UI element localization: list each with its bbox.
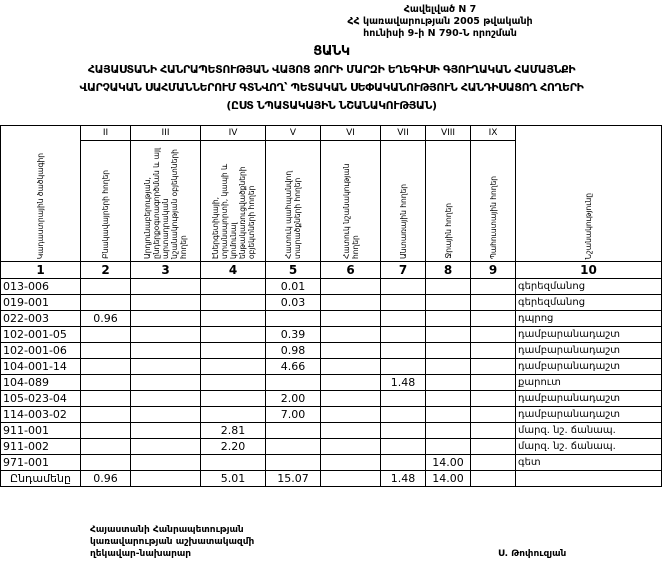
area-cell: 0.98 — [266, 343, 321, 359]
area-cell — [81, 455, 131, 471]
area-cell — [426, 359, 471, 375]
area-cell — [81, 295, 131, 311]
column-number: 10 — [516, 262, 662, 279]
area-cell — [321, 391, 381, 407]
table-row — [1, 295, 662, 311]
area-cell — [266, 375, 321, 391]
area-cell — [426, 391, 471, 407]
area-cell: 0.01 — [266, 279, 321, 295]
area-cell: 4.66 — [266, 359, 321, 375]
area-cell — [381, 455, 426, 471]
area-cell — [131, 343, 201, 359]
purpose-cell: դամբարանադաշտ — [516, 343, 662, 359]
area-cell — [471, 311, 516, 327]
area-cell: 1.48 — [381, 375, 426, 391]
cadastral-code: 019-001 — [1, 295, 81, 311]
purpose-cell: դամբարանադաշտ — [516, 391, 662, 407]
column-header-label: Նշանակությունը — [584, 192, 593, 259]
cadastral-code: 114-003-02 — [1, 407, 81, 423]
area-cell — [381, 407, 426, 423]
area-cell: 2.00 — [266, 391, 321, 407]
column-number-row — [1, 262, 662, 279]
area-cell — [426, 423, 471, 439]
area-cell — [426, 327, 471, 343]
column-number: 1 — [1, 262, 81, 279]
area-cell — [471, 327, 516, 343]
cadastral-code: 102-001-05 — [1, 327, 81, 343]
purpose-cell: դամբարանադաշտ — [516, 407, 662, 423]
area-cell — [471, 279, 516, 295]
total-cell: 14.00 — [426, 471, 471, 487]
area-cell — [266, 311, 321, 327]
area-cell — [201, 391, 266, 407]
cadastral-code: 105-023-04 — [1, 391, 81, 407]
purpose-cell: դամբարանադաշտ — [516, 327, 662, 343]
area-cell — [381, 359, 426, 375]
area-cell — [471, 391, 516, 407]
column-header-label: Անտառային հողեր — [398, 184, 408, 259]
area-cell — [131, 359, 201, 375]
area-cell — [321, 455, 381, 471]
area-cell: 14.00 — [426, 455, 471, 471]
table-row — [1, 439, 662, 455]
column-number: 6 — [321, 262, 381, 279]
total-cell: 15.07 — [266, 471, 321, 487]
area-cell — [81, 423, 131, 439]
area-cell — [131, 455, 201, 471]
table-row — [1, 327, 662, 343]
area-cell — [131, 311, 201, 327]
column-header — [1, 126, 81, 262]
purpose-cell: գերեզմանոց — [516, 279, 662, 295]
area-cell — [201, 375, 266, 391]
area-cell — [471, 439, 516, 455]
area-cell — [426, 407, 471, 423]
column-header — [266, 141, 321, 262]
total-cell — [321, 471, 381, 487]
column-header — [426, 141, 471, 262]
table-row — [1, 423, 662, 439]
area-cell — [381, 327, 426, 343]
area-cell: 0.03 — [266, 295, 321, 311]
title-line: (ԸՍՏ ՆՊԱՏԱԿԱՅԻՆ ՆՇԱՆԱԿՈՒԹՅԱՆ) — [226, 99, 437, 112]
area-cell — [131, 279, 201, 295]
area-cell — [201, 327, 266, 343]
area-cell — [471, 407, 516, 423]
area-cell — [381, 311, 426, 327]
purpose-cell: դպրոց — [516, 311, 662, 327]
purpose-cell: քարուտ — [516, 375, 662, 391]
area-cell — [426, 295, 471, 311]
area-cell — [321, 327, 381, 343]
column-header — [471, 141, 516, 262]
area-cell — [381, 423, 426, 439]
table-row — [1, 359, 662, 375]
column-header — [321, 141, 381, 262]
column-roman-numeral: V — [266, 126, 321, 141]
area-cell — [201, 407, 266, 423]
title-line: ՀԱՅԱՍՏԱՆԻ ՀԱՆՐԱՊԵՏՈՒԹՅԱՆ ՎԱՅՈՑ ՁՈՐԻ ՄԱՐԶԻ ԵՂԵԳԻՍԻ ԳՅՈՒՂԱԿԱՆ ՀԱՄԱՅՆՔԻ — [87, 63, 576, 76]
area-cell — [321, 423, 381, 439]
cadastral-code: 971-001 — [1, 455, 81, 471]
land-table — [0, 125, 662, 487]
area-cell — [81, 391, 131, 407]
cadastral-code: 104-001-14 — [1, 359, 81, 375]
area-cell — [321, 295, 381, 311]
area-cell — [426, 311, 471, 327]
purpose-cell: գետ — [516, 455, 662, 471]
signature-block — [90, 524, 254, 560]
signer-name: Ս. Թոփուզյան — [498, 549, 567, 559]
column-number: 7 — [381, 262, 426, 279]
area-cell — [201, 343, 266, 359]
area-cell — [426, 439, 471, 455]
area-cell — [266, 423, 321, 439]
column-header — [81, 141, 131, 262]
area-cell: 2.20 — [201, 439, 266, 455]
purpose-cell: մարզ. նշ. ճանապ. — [516, 423, 662, 439]
area-cell — [426, 279, 471, 295]
area-cell — [81, 439, 131, 455]
annex-line: հունիսի 9-ի N 790-Ն որոշման — [363, 28, 517, 39]
column-header-label: Կադաստրային ծածկագիր — [36, 152, 45, 259]
area-cell — [131, 295, 201, 311]
area-cell — [381, 439, 426, 455]
area-cell — [81, 375, 131, 391]
table-row — [1, 391, 662, 407]
area-cell: 2.81 — [201, 423, 266, 439]
column-number: 4 — [201, 262, 266, 279]
title-line: ՎԱՐՉԱԿԱՆ ՍԱՀՄԱՆՆԵՐՈՒՄ ԳՏՆՎՈՂ՝ ՊԵՏԱԿԱՆ ՍԵՓԱԿԱՆՈՒԹՅՈՒՆ ՀԱՆԴԻՍԱՑՈՂ ՀՈՂԵՐԻ — [79, 81, 584, 94]
signature-title: ղեկավար-նախարար — [90, 549, 192, 559]
column-header — [381, 141, 426, 262]
cadastral-code: 013-006 — [1, 279, 81, 295]
column-roman-numeral: VII — [381, 126, 426, 141]
area-cell — [381, 279, 426, 295]
area-cell — [81, 327, 131, 343]
cadastral-code: 102-001-06 — [1, 343, 81, 359]
purpose-cell: գերեզմանոց — [516, 295, 662, 311]
document-title — [0, 43, 663, 115]
column-header-label: Պահուստային հողեր — [488, 175, 498, 259]
cadastral-code: 104-089 — [1, 375, 81, 391]
column-header-label: Արդյունաբերության, ընդերքօգտագործման և այլ արտադրական նշանակության օբյեկտների հողեր — [143, 147, 188, 259]
area-cell — [381, 295, 426, 311]
column-header — [516, 126, 662, 262]
column-header — [201, 141, 266, 262]
total-cell: 0.96 — [81, 471, 131, 487]
signature-title: Հայաստանի Հանրապետության — [90, 525, 244, 535]
total-label: Ընդամենը — [1, 471, 81, 487]
column-number: 9 — [471, 262, 516, 279]
area-cell — [266, 455, 321, 471]
table-row — [1, 311, 662, 327]
area-cell — [426, 343, 471, 359]
area-cell — [201, 455, 266, 471]
table-row — [1, 343, 662, 359]
column-header-label: Բնակավայրերի հողեր — [101, 170, 110, 259]
area-cell — [471, 455, 516, 471]
area-cell — [131, 391, 201, 407]
area-cell — [201, 279, 266, 295]
total-cell — [131, 471, 201, 487]
column-number: 8 — [426, 262, 471, 279]
column-header-label: Հատուկ նշանակության հողեր — [341, 163, 360, 259]
column-roman-numeral: IV — [201, 126, 266, 141]
column-number: 3 — [131, 262, 201, 279]
column-header-label: Ջրային հողեր — [443, 203, 453, 259]
area-cell — [321, 439, 381, 455]
area-cell — [131, 423, 201, 439]
column-roman-numeral: II — [81, 126, 131, 141]
annex-reference — [300, 4, 580, 40]
area-cell — [471, 423, 516, 439]
area-cell — [471, 359, 516, 375]
area-cell — [81, 279, 131, 295]
total-cell — [471, 471, 516, 487]
area-cell: 0.39 — [266, 327, 321, 343]
column-roman-numeral: VI — [321, 126, 381, 141]
area-cell — [471, 375, 516, 391]
area-cell — [321, 407, 381, 423]
area-cell — [321, 343, 381, 359]
area-cell — [201, 311, 266, 327]
area-cell — [266, 439, 321, 455]
cadastral-code: 911-002 — [1, 439, 81, 455]
area-cell — [426, 375, 471, 391]
area-cell — [81, 343, 131, 359]
area-cell — [471, 343, 516, 359]
area-cell — [381, 343, 426, 359]
total-cell: 1.48 — [381, 471, 426, 487]
table-row — [1, 279, 662, 295]
area-cell — [321, 279, 381, 295]
total-row — [1, 471, 662, 487]
area-cell — [131, 375, 201, 391]
area-cell: 0.96 — [81, 311, 131, 327]
area-cell — [81, 359, 131, 375]
column-roman-numeral: VIII — [426, 126, 471, 141]
area-cell — [131, 327, 201, 343]
table-row — [1, 455, 662, 471]
area-cell — [321, 359, 381, 375]
column-header — [131, 141, 201, 262]
signature-title: կառավարության աշխատակազմի — [90, 537, 255, 547]
cadastral-code: 022-003 — [1, 311, 81, 327]
purpose-cell: դամբարանադաշտ — [516, 359, 662, 375]
area-cell — [131, 439, 201, 455]
area-cell — [81, 407, 131, 423]
column-roman-numeral: IX — [471, 126, 516, 141]
area-cell — [381, 391, 426, 407]
roman-header-row — [1, 126, 662, 141]
area-cell — [201, 295, 266, 311]
area-cell: 7.00 — [266, 407, 321, 423]
total-cell — [516, 471, 662, 487]
area-cell — [131, 407, 201, 423]
total-cell: 5.01 — [201, 471, 266, 487]
column-number: 5 — [266, 262, 321, 279]
annex-line: Հավելված N 7 — [403, 4, 477, 15]
column-header-label: Հատուկ պահպանվող տարածքների հողեր — [284, 170, 302, 259]
area-cell — [321, 311, 381, 327]
area-cell — [471, 295, 516, 311]
annex-line: ՀՀ կառավարության 2005 թվականի — [347, 16, 533, 27]
table-row — [1, 375, 662, 391]
title-heading: ՑԱՆԿ — [313, 44, 350, 59]
cadastral-code: 911-001 — [1, 423, 81, 439]
table-row — [1, 407, 662, 423]
column-roman-numeral: III — [131, 126, 201, 141]
column-number: 2 — [81, 262, 131, 279]
column-header-label: Էներգետիկայի, տրանսպորտի, կապի և կոմունալ ենթակառուցվածքների օբյեկտների հողեր — [210, 163, 256, 259]
purpose-cell: մարզ. նշ. ճանապ. — [516, 439, 662, 455]
area-cell — [321, 375, 381, 391]
area-cell — [201, 359, 266, 375]
